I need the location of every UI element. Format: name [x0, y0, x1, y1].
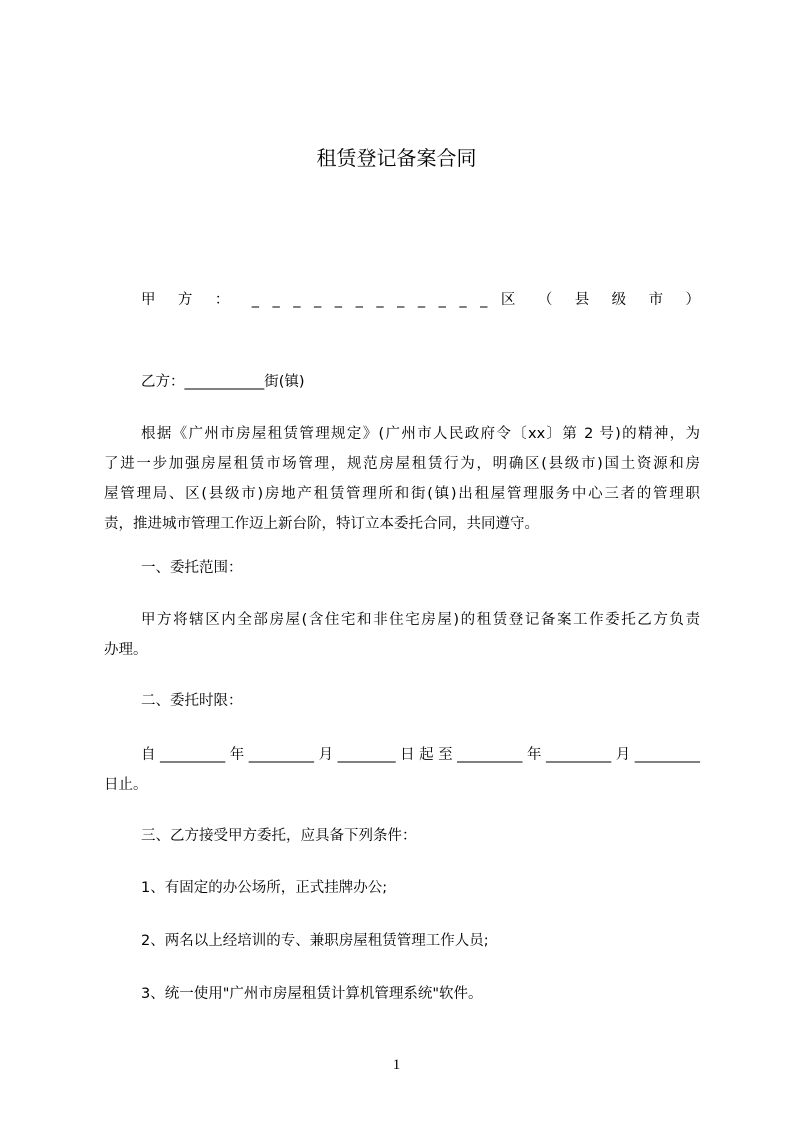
party-a-line: 甲 方 ： _ _ _ _ _ _ _ _ _ _ _ _ 区 （ 县 级 市 ） — [141, 292, 700, 308]
section1-line: 甲方将辖区内全部房屋(含住宅和非住宅房屋)的租赁登记备案工作委托乙方负责 — [141, 612, 700, 628]
date-range-line: 自_________年_________月________日起至_________年_________月_________ — [141, 747, 700, 763]
condition-item: 2、两名以上经培训的专、兼职房屋租赁管理工作人员; — [141, 933, 489, 949]
section1-line: 办理。 — [104, 642, 148, 658]
section-heading: 一、委托范围： — [141, 560, 243, 576]
preamble-line: 根据《广州市房屋租赁管理规定》(广州市人民政府令〔xx〕第 2 号)的精神，为 — [141, 426, 700, 442]
preamble-line: 了进一步加强房屋租赁市场管理，规范房屋租赁行为，明确区(县级市)国土资源和房 — [104, 456, 700, 472]
preamble-line: 责，推进城市管理工作迈上新台阶，特订立本委托合同，共同遵守。 — [104, 516, 539, 532]
date-range-line: 日止。 — [104, 777, 148, 793]
page-number: 1 — [392, 1057, 401, 1073]
preamble-line: 屋管理局、区(县级市)房地产租赁管理所和街(镇)出租屋管理服务中心三者的管理职 — [104, 486, 700, 502]
condition-item: 3、统一使用"广州市房屋租赁计算机管理系统"软件。 — [141, 986, 483, 1002]
party-b-line: 乙方：___________街(镇) — [141, 374, 305, 390]
document-title: 租赁登记备案合同 — [316, 146, 477, 170]
section-heading: 二、委托时限： — [141, 693, 243, 709]
section-heading: 三、乙方接受甲方委托，应具备下列条件： — [141, 828, 417, 844]
condition-item: 1、有固定的办公场所，正式挂牌办公; — [141, 880, 388, 896]
